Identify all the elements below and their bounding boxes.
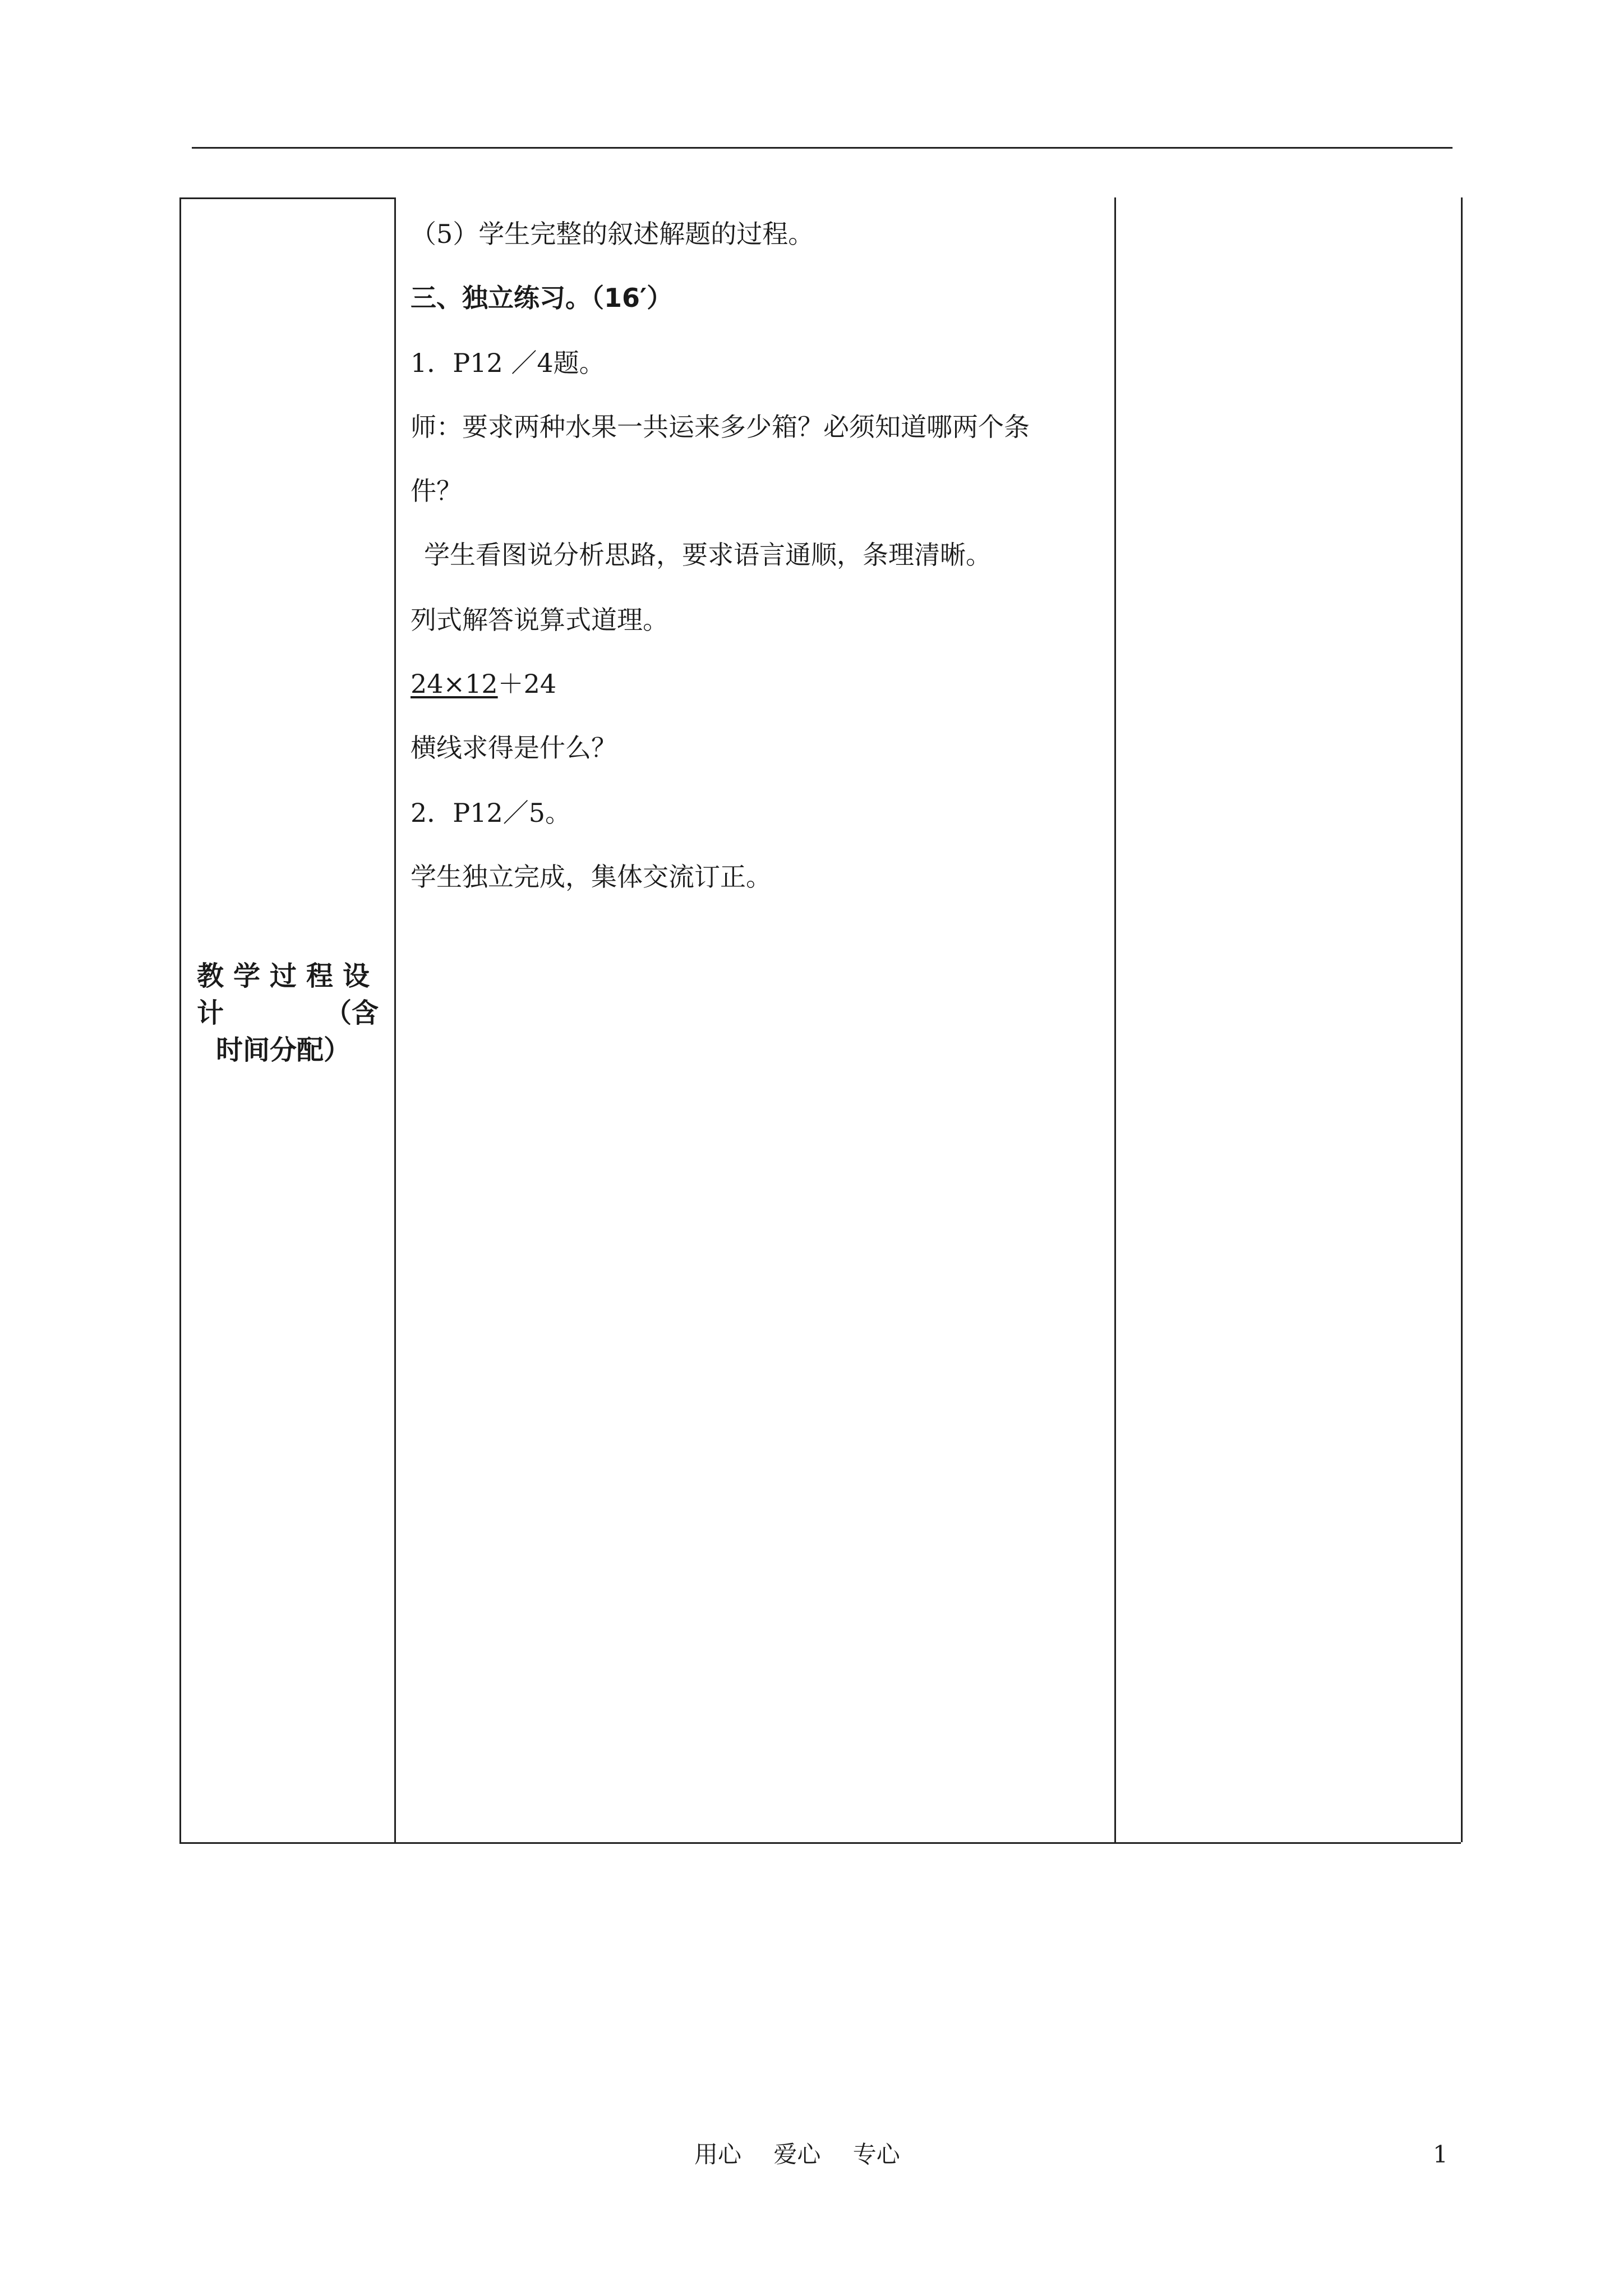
content-line: 件？ xyxy=(411,476,462,506)
content-line: 学生独立完成，集体交流订正。 xyxy=(411,862,772,892)
row-label-line: 教学过程设 xyxy=(197,960,380,992)
formula-rest: ＋24 xyxy=(497,669,557,699)
row-label-line: 时间分配） xyxy=(216,1034,351,1066)
formula-line xyxy=(411,668,556,700)
content-line: （5）学生完整的叙述解题的过程。 xyxy=(411,219,814,249)
page-number: 1 xyxy=(1433,2141,1448,2168)
row-label-cell xyxy=(181,197,394,1842)
footer-motto-word: 专心 xyxy=(852,2141,900,2168)
row-label-text: （含 xyxy=(324,997,379,1029)
formula-underlined: 24×12 xyxy=(411,669,498,699)
content-line: 学生看图说分析思路，要求语言通顺，条理清晰。 xyxy=(424,540,992,570)
footer-motto-word: 用心 xyxy=(694,2141,742,2168)
header-rule xyxy=(192,147,1453,149)
column-divider xyxy=(1114,197,1116,1842)
column-divider xyxy=(394,197,396,1842)
content-line: 1．P12 ／4题。 xyxy=(411,348,605,378)
footer-motto-word: 爱心 xyxy=(773,2141,821,2168)
content-line: 列式解答说算式道理。 xyxy=(411,605,668,635)
row-label-text: 计 xyxy=(197,997,224,1029)
content-line: 师：要求两种水果一共运来多少箱？必须知道哪两个条 xyxy=(411,412,1030,442)
content-line: 2．P12／5。 xyxy=(411,798,571,828)
section-heading: 三、独立练习。（16′） xyxy=(411,283,673,313)
content-line: 横线求得是什么？ xyxy=(411,733,617,763)
column-divider xyxy=(1461,197,1463,1842)
lesson-table xyxy=(179,197,1461,1844)
row-label-line xyxy=(197,996,382,1030)
footer-motto xyxy=(694,2140,925,2169)
